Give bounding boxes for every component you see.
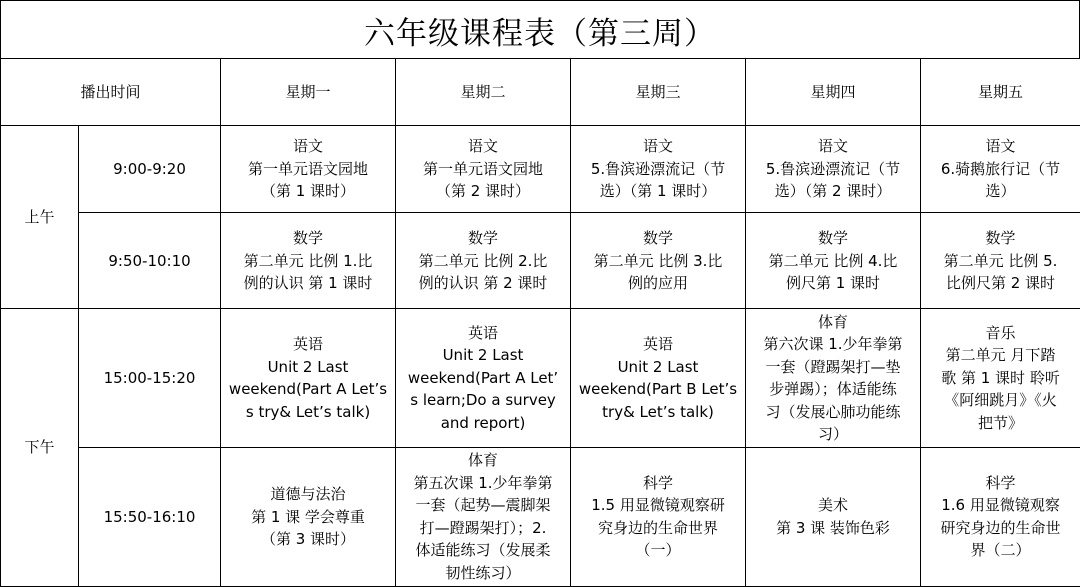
- lesson-line: 选）（第 2 课时）: [774, 182, 892, 201]
- lesson-line: s try& Let’s talk): [245, 402, 371, 421]
- subject-name: 英语: [293, 335, 324, 354]
- subject-name: 科学: [985, 473, 1016, 492]
- subject-name: 语文: [818, 137, 849, 156]
- subject-name: 数学: [468, 229, 499, 248]
- lesson-line: s learn;Do a survey: [410, 391, 556, 410]
- subject-name: 语文: [468, 137, 499, 156]
- lesson-line: 1.6 用显微镜观察: [941, 496, 1060, 515]
- lesson-line: 例的认识 第 2 课时: [418, 274, 548, 293]
- day-header-monday: 星期一: [221, 59, 396, 126]
- class-cell: [225, 227, 391, 295]
- class-cell: [575, 135, 741, 203]
- subject-name: 数学: [818, 229, 849, 248]
- lesson-line: 5.鲁滨逊漂流记（节: [765, 159, 901, 178]
- lesson-line: Unit 2 Last: [267, 357, 349, 376]
- class-cell: [225, 483, 391, 551]
- class-cell: [400, 135, 566, 203]
- schedule-row: [1, 126, 1080, 213]
- lesson-line: 第 1 课 学会尊重: [251, 507, 365, 526]
- lesson-line: weekend(Part A Let’s: [228, 380, 388, 399]
- lesson-line: Unit 2 Last: [442, 346, 524, 365]
- class-cell: [400, 227, 566, 295]
- period-label-morning: 上午: [1, 126, 79, 309]
- lesson-line: 韧性练习）: [445, 563, 521, 582]
- day-header-tuesday: 星期二: [396, 59, 571, 126]
- schedule-row: [1, 309, 1080, 447]
- period-label-afternoon: 下午: [1, 309, 79, 587]
- subject-name: 语文: [985, 137, 1016, 156]
- lesson-line: 5.鲁滨逊漂流记（节: [590, 159, 726, 178]
- lesson-line: 究身边的生命世界: [598, 518, 719, 537]
- lesson-line: 习）: [818, 425, 849, 444]
- subject-name: 体育: [818, 312, 849, 331]
- lesson-line: 歌 第 1 课时 聆听: [941, 368, 1060, 387]
- class-cell: [750, 135, 916, 203]
- class-cell: [925, 472, 1076, 562]
- lesson-line: 第二单元 比例 3.比: [593, 251, 723, 270]
- lesson-line: 界（二）: [970, 541, 1031, 560]
- lesson-line: 第一单元语文园地: [423, 159, 544, 178]
- class-cell: [925, 135, 1076, 203]
- schedule-title: 六年级课程表（第三周）: [0, 0, 1080, 59]
- day-header-thursday: 星期四: [746, 59, 921, 126]
- lesson-line: 第五次课 1.少年拳第: [413, 473, 553, 492]
- class-cell: [575, 227, 741, 295]
- time-slot: 15:00-15:20: [79, 309, 221, 447]
- lesson-line: 例尺第 1 课时: [785, 274, 881, 293]
- lesson-line: （第 1 课时）: [260, 182, 356, 201]
- subject-name: 音乐: [985, 323, 1016, 342]
- class-cell: [750, 494, 916, 539]
- class-cell: [225, 333, 391, 423]
- lesson-line: weekend(Part A Let’: [407, 368, 559, 387]
- class-cell: [925, 227, 1076, 295]
- lesson-line: 把节》: [978, 413, 1024, 432]
- header-row: [1, 59, 1080, 126]
- class-cell: [400, 322, 566, 435]
- lesson-line: 步弹踢）；体适能练: [769, 380, 897, 399]
- class-cell: [575, 333, 741, 423]
- lesson-line: 比例尺第 2 课时: [945, 274, 1056, 293]
- time-slot: 9:50-10:10: [79, 213, 221, 309]
- subject-name: 体育: [468, 451, 499, 470]
- lesson-line: 第二单元 月下踏: [945, 346, 1056, 365]
- lesson-line: 第六次课 1.少年拳第: [763, 335, 903, 354]
- lesson-line: 第 3 课 装饰色彩: [776, 518, 890, 537]
- class-cell: [225, 135, 391, 203]
- lesson-line: 一套（蹬踢架打—垫: [765, 357, 901, 376]
- schedule-row: [1, 213, 1080, 309]
- lesson-line: 选）（第 1 课时）: [599, 182, 717, 201]
- subject-name: 道德与法治: [270, 485, 346, 504]
- time-slot: 15:50-16:10: [79, 447, 221, 586]
- subject-name: 数学: [985, 229, 1016, 248]
- lesson-line: 打—蹬踢架打）；2.: [419, 518, 547, 537]
- subject-name: 语文: [643, 137, 674, 156]
- lesson-line: 例的应用: [628, 274, 689, 293]
- day-header-friday: 星期五: [921, 59, 1080, 126]
- subject-name: 英语: [643, 335, 674, 354]
- lesson-line: 习（发展心肺功能练: [765, 402, 901, 421]
- lesson-line: weekend(Part B Let’s: [578, 380, 738, 399]
- subject-name: 科学: [643, 473, 674, 492]
- lesson-line: 例的认识 第 1 课时: [243, 274, 373, 293]
- time-column-header: 播出时间: [1, 59, 221, 126]
- subject-name: 数学: [643, 229, 674, 248]
- lesson-line: 第一单元语文园地: [248, 159, 369, 178]
- class-cell: [400, 449, 566, 584]
- time-slot: 9:00-9:20: [79, 126, 221, 213]
- lesson-line: 6.骑鹅旅行记（节: [940, 159, 1061, 178]
- class-cell: [575, 472, 741, 562]
- lesson-line: （一）: [635, 541, 681, 560]
- lesson-line: 第二单元 比例 1.比: [243, 251, 373, 270]
- lesson-line: and report): [440, 413, 526, 432]
- subject-name: 语文: [293, 137, 324, 156]
- lesson-line: （第 3 课时）: [260, 530, 356, 549]
- subject-name: 英语: [468, 323, 499, 342]
- lesson-line: 一套（起势—震脚架: [415, 496, 551, 515]
- class-cell: [750, 227, 916, 295]
- lesson-line: 第二单元 比例 2.比: [418, 251, 548, 270]
- schedule-row: [1, 447, 1080, 586]
- subject-name: 美术: [818, 496, 849, 515]
- lesson-line: 1.5 用显微镜观察研: [591, 496, 725, 515]
- lesson-line: 第二单元 比例 4.比: [768, 251, 898, 270]
- lesson-line: 选）: [985, 182, 1016, 201]
- schedule-table: [0, 58, 1080, 587]
- day-header-wednesday: 星期三: [571, 59, 746, 126]
- class-cell: [750, 311, 916, 446]
- lesson-line: Unit 2 Last: [617, 357, 699, 376]
- lesson-line: try& Let’s talk): [602, 402, 714, 421]
- lesson-line: 第二单元 比例 5.: [943, 251, 1058, 270]
- lesson-line: （第 2 课时）: [435, 182, 531, 201]
- lesson-line: 《阿细跳月》《火: [944, 391, 1057, 410]
- class-cell: [925, 322, 1076, 435]
- subject-name: 数学: [293, 229, 324, 248]
- lesson-line: 体适能练习（发展柔: [415, 541, 551, 560]
- lesson-line: 研究身边的生命世: [940, 518, 1061, 537]
